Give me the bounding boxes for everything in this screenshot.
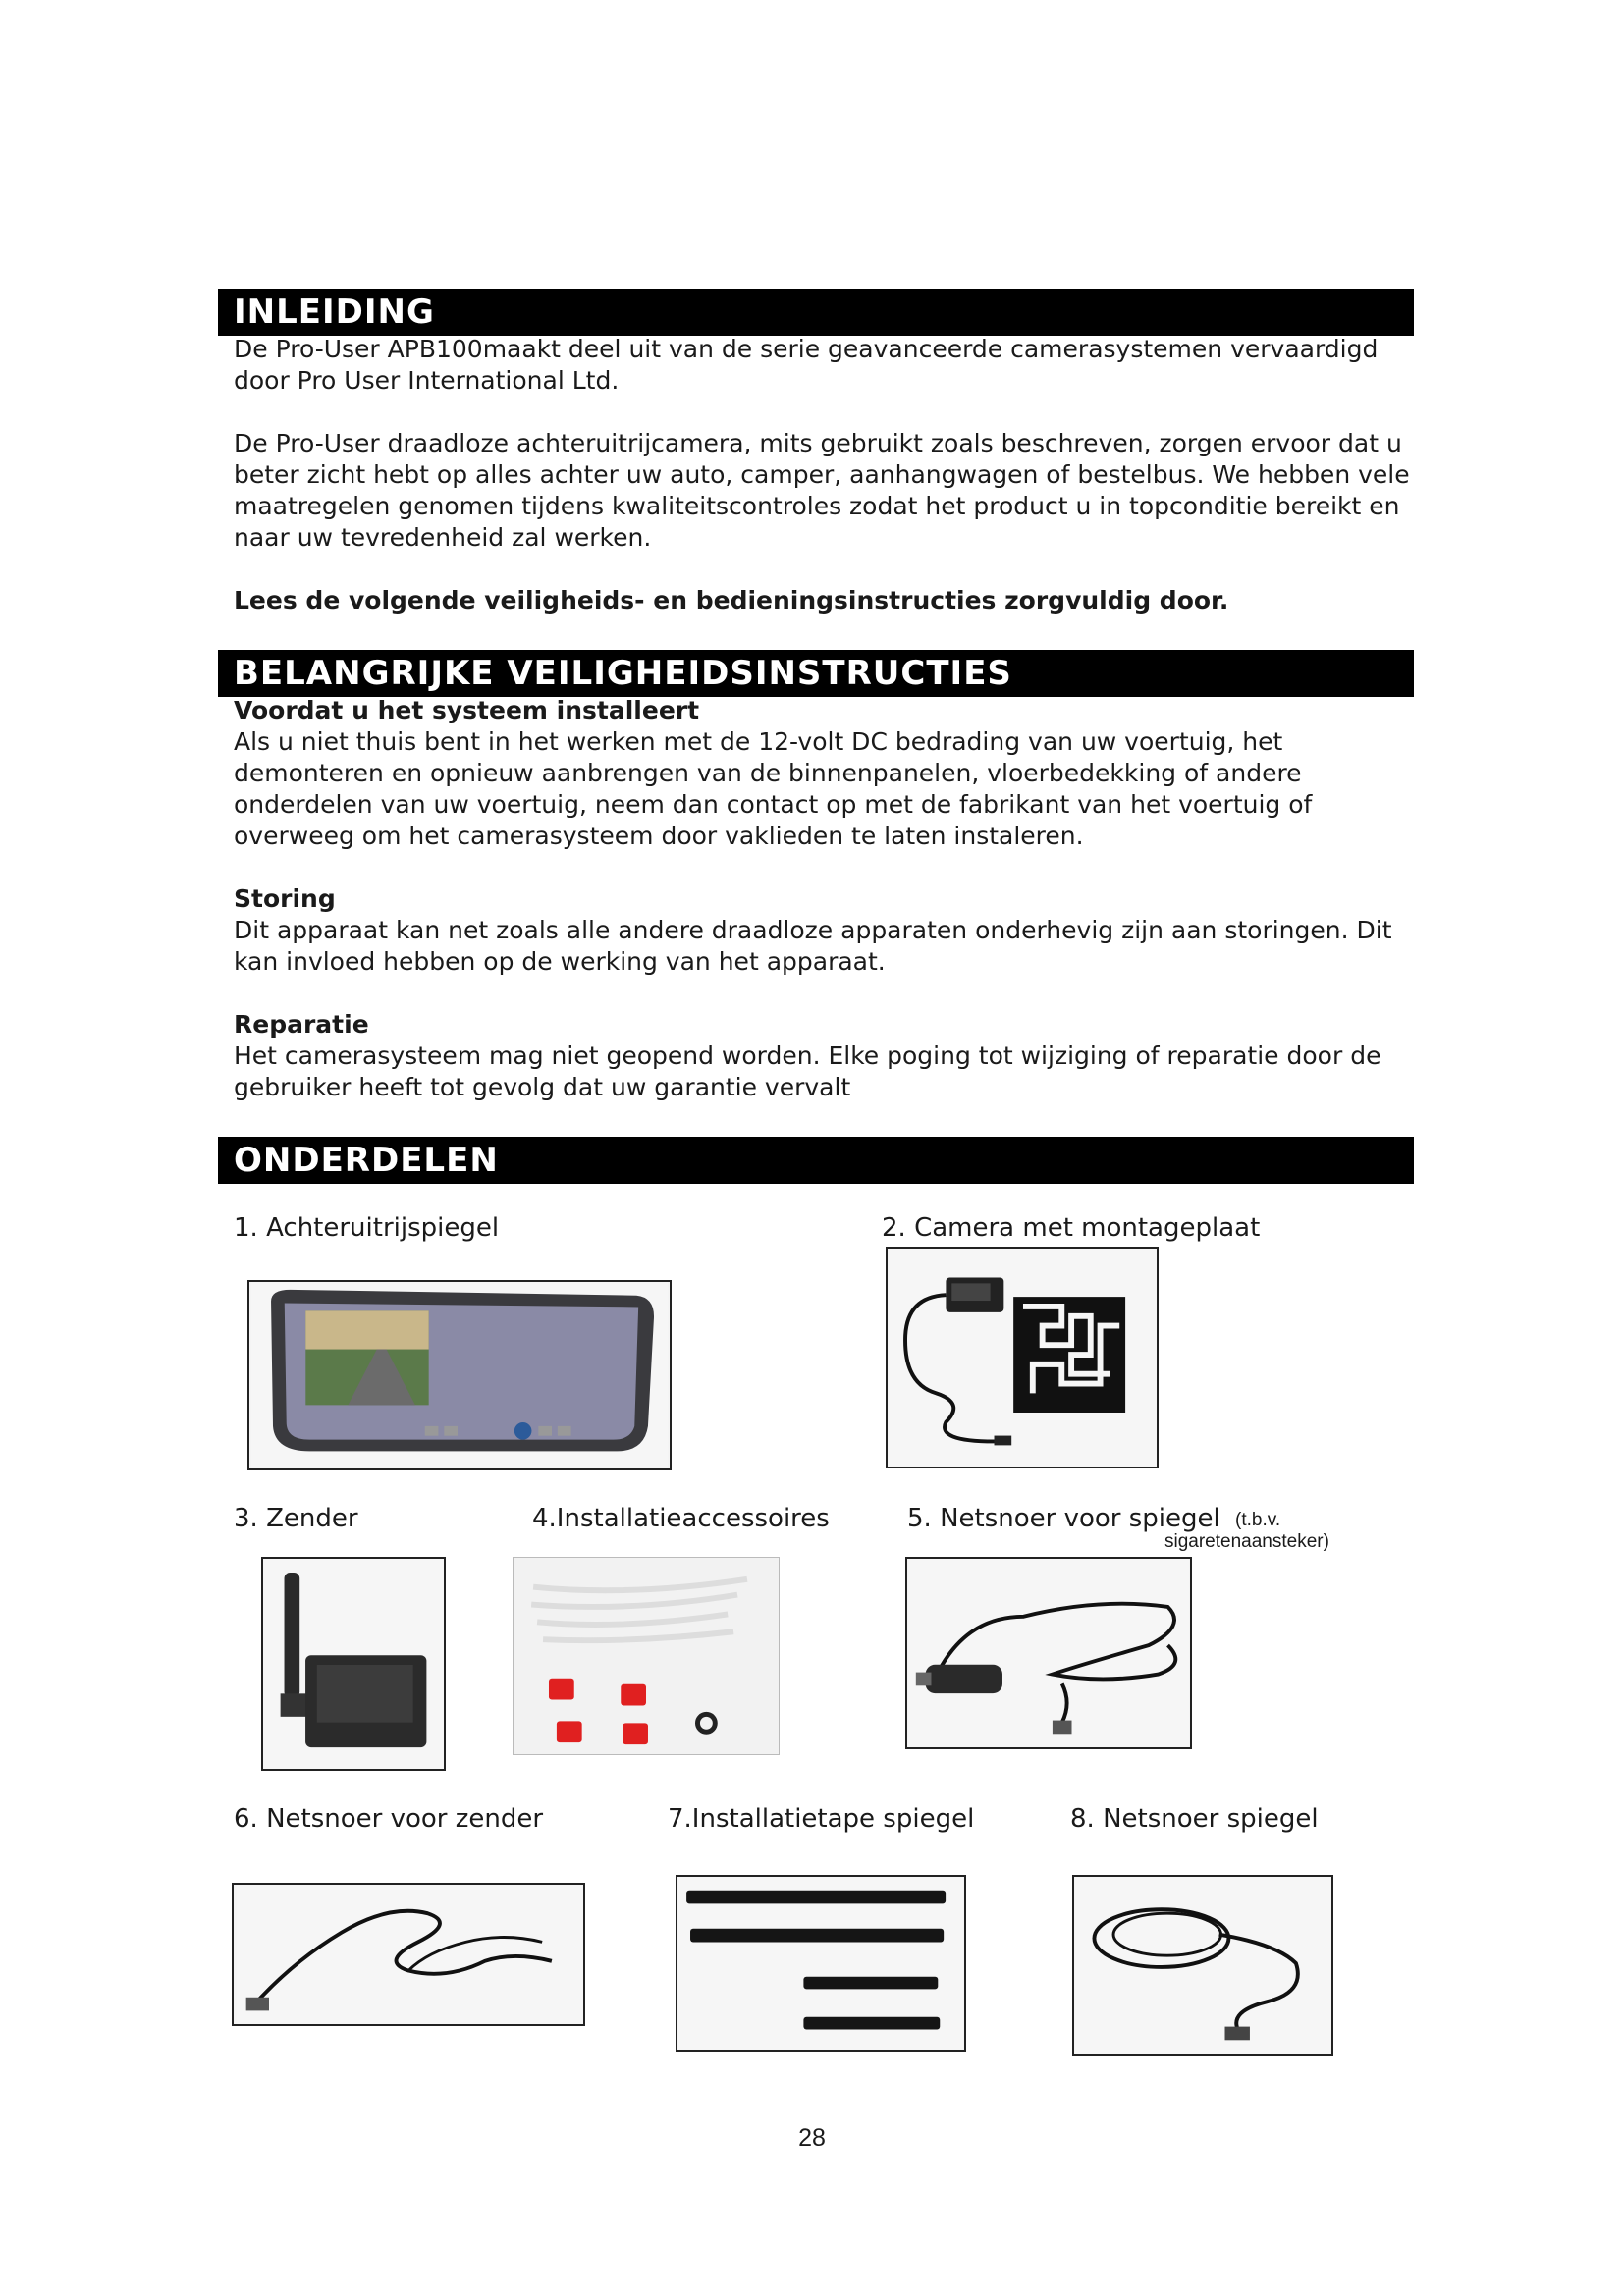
part-label-6: 6. Netsnoer voor zender [234, 1804, 544, 1834]
car-charger-cable-icon [905, 1557, 1192, 1749]
safety-subheading-storing: Storing [234, 884, 336, 913]
safety-subheading-reparatie: Reparatie [234, 1010, 369, 1039]
page-number: 28 [798, 2124, 826, 2152]
part-label-8: 8. Netsnoer spiegel [1070, 1804, 1319, 1834]
intro-paragraph-2: De Pro-User draadloze achteruitrijcamera, mits gebruikt zoals beschreven, zorgen ervoor dat u beter zicht hebt op alles achter uw auto, camper, aanhangwagen of bestelbus. We hebben vele maatregelen genomen tijdens kwaliteitscontroles zodat het product u in topconditie bereikt en naar uw tevredenheid zal werken. [234, 429, 1410, 552]
part-label-4: 4.Installatieaccessoires [532, 1504, 830, 1533]
part-label-1: 1. Achteruitrijspiegel [234, 1213, 500, 1243]
intro-instruction: Lees de volgende veiligheids- en bedieningsinstructies zorgvuldig door. [234, 586, 1229, 614]
part-label-7: 7.Installatietape spiegel [668, 1804, 975, 1834]
safety-paragraph-reparatie: Het camerasysteem mag niet geopend worden. Elke poging tot wijziging of reparatie door de gebruiker heeft tot gevolg dat uw garantie vervalt [234, 1041, 1381, 1101]
section-header-veiligheid: BELANGRIJKE VEILIGHEIDSINSTRUCTIES [218, 650, 1414, 697]
transmitter-cable-icon [232, 1883, 585, 2026]
part-label-3: 3. Zender [234, 1504, 358, 1533]
part-label-5-note: (t.b.v. [1235, 1510, 1281, 1530]
transmitter-icon [261, 1557, 446, 1771]
part-label-2: 2. Camera met montageplaat [882, 1213, 1261, 1243]
part-label-5: 5. Netsnoer voor spiegel [907, 1504, 1220, 1533]
section-header-onderdelen: ONDERDELEN [218, 1137, 1414, 1184]
intro-paragraph-1: De Pro-User APB100maakt deel uit van de serie geavanceerde camerasystemen vervaardigd door Pro User International Ltd. [234, 335, 1379, 395]
safety-subheading-install: Voordat u het systeem installeert [234, 696, 700, 724]
accessories-icon [513, 1557, 780, 1755]
safety-paragraph-storing: Dit apparaat kan net zoals alle andere draadloze apparaten onderhevig zijn aan storingen. Dit kan invloed hebben op de werking van het apparaat. [234, 916, 1392, 976]
rearview-mirror-icon [247, 1280, 672, 1470]
safety-paragraph-install: Als u niet thuis bent in het werken met de 12-volt DC bedrading van uw voertuig, het demonteren en opnieuw aanbrengen van de binnenpanelen, vloerbedekking of andere onderdelen van uw voertuig, neem dan contact op met de fabrikant van het voertuig of overweeg om het camerasysteem door vaklieden te laten instaleren. [234, 727, 1313, 850]
section-header-inleiding: INLEIDING [218, 289, 1414, 336]
mounting-tape-icon [676, 1875, 966, 2052]
camera-mount-icon [886, 1247, 1159, 1468]
part-label-5-note2: sigaretenaansteker) [1164, 1531, 1329, 1552]
mirror-cable-icon [1072, 1875, 1333, 2056]
